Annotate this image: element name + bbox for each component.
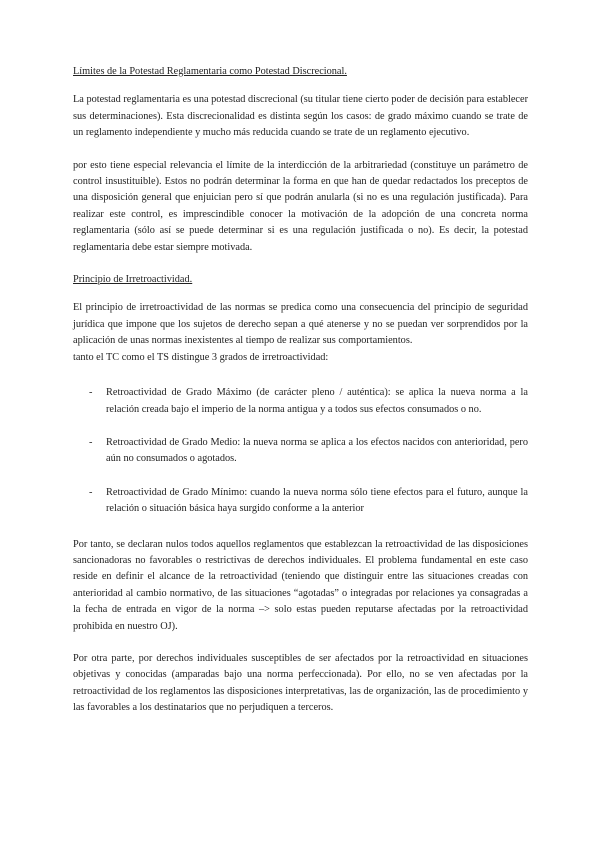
list-item-text: Retroactividad de Grado Mínimo: cuando la nueva norma sólo tiene efectos para el futuro, aunque la relación o situación básica haya surgido conforme a la anterior <box>106 486 528 515</box>
section-heading-limits: Límites de la Potestad Reglamentaria como Potestad Discrecional. <box>73 66 347 77</box>
paragraph-individual-rights: Por otra parte, por derechos individuales susceptibles de ser afectados por la retroactividad en situaciones objetivas y conocidas (amparadas bajo una norma perfeccionada). Por ello, no se ven afectadas por la retroactividad de los reglamentos las disposiciones interpretativas, las de organización, las de procedimiento y las favorables a los destinatarios que no perjudiquen a terceros. <box>73 652 528 714</box>
list-item-text: Retroactividad de Grado Medio: la nueva norma se aplica a los efectos nacidos con anterioridad, pero aún no consumados o agotados. <box>106 436 528 465</box>
section-heading-irretroactivity: Principio de Irretroactividad. <box>73 274 193 286</box>
list-item-grade-medium <box>73 435 528 468</box>
list-item-grade-min <box>73 485 528 518</box>
paragraph-legal-certainty <box>73 300 528 366</box>
dash-bullet: - <box>89 387 93 399</box>
paragraph-discretionary-power: La potestad reglamentaria es una potestad discrecional (su titular tiene cierto poder de decisión para establecer sus determinaciones). Esta discrecionalidad es distinta según los casos: de grado máximo cuando se trate de un reglamento independiente y mucho más reducida cuando se trate de un reglamento ejecutivo. <box>73 94 528 139</box>
list-item-grade-max <box>73 385 528 418</box>
list-item-text: Retroactividad de Grado Máximo (de carácter pleno / auténtica): se aplica la nueva norma a la relación creada bajo el imperio de la norma antigua y a todos sus efectos consumados o no. <box>106 387 528 415</box>
paragraph-null-regulations: Por tanto, se declaran nulos todos aquellos reglamentos que establezcan la retroactividad de las disposiciones sancionadoras no favorables o restrictivas de derechos individuales. El problema fundamental en este caso reside en definir el alcance de la retroactividad (teniendo que distinguir entre las situaciones creadas con anterioridad al cambio normativo, de las situaciones “agotadas” o integradas por relaciones ya consagradas a la fecha de entrada en vigor de la norma –> solo estas pueden reputarse afectadas por la retroactividad prohibida en nuestro OJ). <box>73 538 528 632</box>
paragraph-arbitrariness: por esto tiene especial relevancia el límite de la interdicción de la arbitrariedad (constituye un parámetro de control insustituible). Estos no podrán determinar la forma en que han de quedar redactados los preceptos de una disposición general que enjuician pero sí que podrán anularla (si no es una regulación justificada). Para realizar este control, es imprescindible conocer la motivación de la adopción de una concreta norma reglamentaria (sólo así se puede determinar si es una regulación justificada o no). Es decir, la potestad reglamentaria debe estar siempre motivada. <box>73 159 528 253</box>
paragraph-grades-intro: tanto el TC como el TS distingue 3 grados de irretroactividad: <box>73 351 329 363</box>
grades-list <box>73 385 528 517</box>
dash-bullet: - <box>89 486 93 498</box>
dash-bullet: - <box>89 436 93 448</box>
document-page <box>73 64 528 733</box>
paragraph-legal-certainty-text: El principio de irretroactividad de las normas se predica como una consecuencia del principio de seguridad jurídica que impone que los sujetos de derecho sepan a qué atenerse y no se puedan ver sorprendidos por la aplicación de unas normas inexistentes al tiempo de realizar sus comportamientos. <box>73 302 528 347</box>
